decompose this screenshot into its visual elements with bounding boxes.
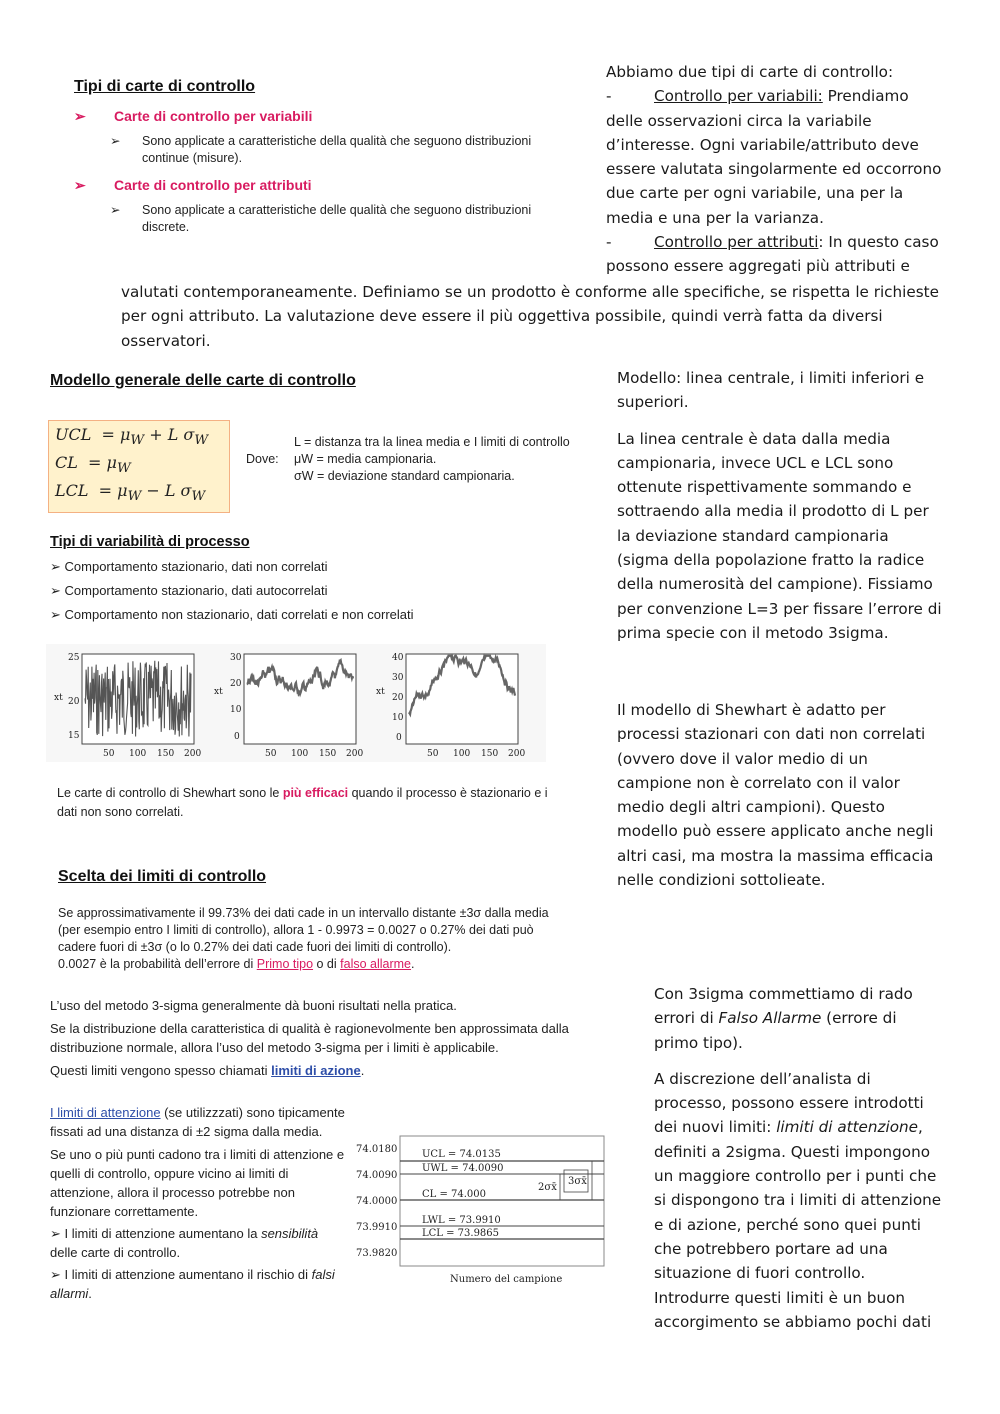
svg-text:0: 0 [396,733,402,743]
svg-text:0: 0 [234,732,240,742]
svg-text:40: 40 [392,653,404,663]
svg-text:73.9820: 73.9820 [356,1248,398,1259]
svg-text:74.0180: 74.0180 [356,1144,398,1155]
svg-text:150: 150 [319,749,337,759]
limits-title: Scelta dei limiti di controllo [58,868,267,885]
variability-item: ➢ Comportamento non stazionario, dati correlati e non correlati [50,607,414,622]
svg-text:74.0090: 74.0090 [356,1170,398,1181]
arrow-icon: ➢ [50,1267,65,1282]
svg-text:100: 100 [129,749,147,759]
svg-text:74.0000: 74.0000 [356,1196,398,1207]
variability-item: ➢ Comportamento stazionario, dati non correlati [50,559,328,574]
svg-text:2σx̄: 2σx̄ [538,1182,557,1193]
sub-attributes: ➢ Sono applicate a caratteristiche delle qualità che seguono distribuzioni discrete. [110,203,532,234]
notes-types-continuation: valutati contemporaneamente. Definiamo se un prodotto è conforme alle specifiche, se rispetta le richieste per ogni attributo. La valutazione deve essere il più oggettiva possibile, quindi verrà fatta da diversi osservatori. [121,283,939,350]
svg-text:xt: xt [376,687,385,697]
svg-text:50: 50 [265,749,277,759]
svg-text:20: 20 [392,693,404,703]
note-variables: - Controllo per variabili: Prendiamo delle osservazioni circa la variabile d’interesse. Ogni variabile/attributo deve essere valutata singolarmente ed occorrono due carte per ogni variabile, una per la media e una per la varianza. [606,87,942,227]
variability-plots [46,644,546,762]
arrow-icon: ➢ [50,559,65,574]
svg-text:CL = 74.000: CL = 74.000 [422,1189,487,1200]
svg-text:LWL = 73.9910: LWL = 73.9910 [422,1215,501,1226]
arrow-icon: ➢ [74,177,86,193]
notes-types: Abbiamo due tipi di carte di controllo: - Controllo per variabili: Prendiamo delle osservazioni circa la variabile d’interesse. Ogni variabile/attributo deve essere valutata singolarmente ed occorrono due carte per ogni variabile, una per la media e una per la varianza. - Controllo per attributi: In questo caso possono essere aggregati più attributi e [606,60,946,279]
svg-text:200: 200 [508,749,526,759]
svg-text:3σx̄: 3σx̄ [568,1176,587,1187]
svg-text:100: 100 [291,749,309,759]
types-title: Tipi di carte di controllo [74,78,256,95]
svg-text:xt: xt [214,687,223,697]
svg-text:10: 10 [392,713,404,723]
model-title: Modello generale delle carte di controllo [50,372,356,389]
arrow-icon: ➢ [110,134,121,148]
falso-allarme-link[interactable]: falso allarme [340,957,412,971]
limiti-di-azione-link[interactable]: limiti di azione [271,1062,361,1078]
svg-text:30: 30 [392,673,404,683]
attention-limits-slide: I limiti di attenzione (se utilizzzati) sono tipicamente fissati ad una distanza di ±2 sigma dalla media. Se uno o più punti cadono tra i limiti di attenzione e quelli di controllo, oppure vicino ai limiti di attenzione, allora il processo potrebbe non funzionare correttamente. ➢ I limiti di attenzione aumentano la sensibilità delle carte di controllo. ➢ I limiti di attenzione aumentano il rischio di falsi allarmi. [50,1105,345,1301]
svg-text:150: 150 [481,749,499,759]
svg-text:100: 100 [453,749,471,759]
formula-box [48,420,230,513]
sub-variables: ➢ Sono applicate a caratteristiche della qualità che seguono distribuzioni continue (misure). [110,134,532,165]
svg-text:xt: xt [54,693,63,703]
variability-item: ➢ Comportamento stazionario, dati autocorrelati [50,583,328,598]
svg-text:150: 150 [157,749,175,759]
formula-cl: CL = $\mu_W$ [55,453,131,477]
svg-text:200: 200 [184,749,202,759]
arrow-icon: ➢ [50,1226,65,1241]
svg-text:UCL = 74.0135: UCL = 74.0135 [422,1149,501,1160]
variability-title: Tipi di variabilità di processo [50,534,250,550]
svg-text:10: 10 [230,705,242,715]
limits-chart [352,1132,614,1286]
shewhart-conclusion: Le carte di controllo di Shewhart sono le più efficaci quando il processo è stazionario e i dati non sono correlati. [57,786,548,819]
arrow-icon: ➢ [74,108,86,124]
three-sigma-slide: L’uso del metodo 3-sigma generalmente dà buoni risultati nella pratica. Se la distribuzione della caratteristica di qualità è ragionevolmente ben approssimata dalla distribuzione normale, allora l’uso del metodo 3-sigma per i limiti è applicabile. Questi limiti vengono spesso chiamati limiti di azione. [50,998,569,1078]
types-slide [74,78,574,236]
limits-text: Se approssimativamente il 99.73% dei dati cade in un intervallo distante ±3σ dalla media (per esempio entro I limiti di controllo), allora 1 - 0.9973 = 0.0027 o 0.27% dei dati può cadere fuori di ±3σ (o lo 0.27% dei dati cade fuori dei limiti di controllo). 0.0027 è la probabilità dell’errore di Primo tipo o di falso allarme. [58,906,549,971]
notes-model: Modello: linea centrale, i limiti inferiori e superiori. La linea centrale è data dalla media campionaria, invece UCL e LCL sono ottenute rispettivamente sommando e sottraendo alla media il prodotto di L per la deviazione standard campionaria (sigma della popolazione fratto la radice della numerosità del campione). Fissiamo per convenzione L=3 per fissare l’errore di prima specie con il metodo 3sigma. [617,369,942,642]
svg-text:50: 50 [103,749,115,759]
svg-text:50: 50 [427,749,439,759]
svg-text:15: 15 [68,731,80,741]
notes-attention: Con 3sigma commettiamo di rado errori di Falso Allarme (errore di primo tipo). A discrezione dell’analista di processo, possono essere introdotti dei nuovi limiti: limiti di attenzione, definiti a 2sigma. Questi impongono un maggiore controllo per i punti che si dispongono tra i limiti di attenzione e di azione, perché sono quei punti che potrebbero portare ad una situazione di fuori controllo. Introdurre questi limiti è un buon accorgimento se abbiamo pochi dati [654,985,942,1331]
formula-lcl: LCL = $\mu_W - L$ $\sigma_W$ [55,481,206,505]
variability-slide [50,534,590,623]
svg-text:20: 20 [230,679,242,689]
arrow-icon: ➢ [50,607,65,622]
arrow-icon: ➢ [110,203,121,217]
svg-text:30: 30 [230,653,242,663]
formula-legend: Dove: L = distanza tra la linea media e I limiti di controllo μW = media campionaria. σW = deviazione standard campionaria. [246,435,570,483]
arrow-icon: ➢ [50,583,65,598]
svg-text:20: 20 [68,697,80,707]
svg-text:LCL = 73.9865: LCL = 73.9865 [422,1228,500,1239]
note-attributes: - Controllo per attributi: In questo caso possono essere aggregati più attributi e [606,233,939,276]
formula-ucl: UCL = $\mu_W + L$ $\sigma_W$ [55,425,209,449]
primo-tipo-link[interactable]: Primo tipo [256,957,314,971]
svg-text:200: 200 [346,749,364,759]
limiti-di-attenzione-link[interactable]: I limiti di attenzione [50,1105,161,1120]
notes-shewhart: Il modello di Shewhart è adatto per processi stazionari con dati non correlati (ovvero dove il valor medio di un campione non è correlato con il valor medio degli altri campioni). Questo modello può essere applicato anche negli altri casi, ma mostra la massima efficacia nelle condizioni sottolieate. [617,701,934,890]
svg-text:UWL = 74.0090: UWL = 74.0090 [422,1163,504,1174]
bullet-attributes: ➢ Carte di controllo per attributi [74,177,312,193]
svg-text:73.9910: 73.9910 [356,1222,398,1233]
svg-text:Numero del campione: Numero del campione [450,1274,563,1285]
svg-text:25: 25 [68,653,80,663]
bullet-variables: ➢ Carte di controllo per variabili [74,108,313,124]
